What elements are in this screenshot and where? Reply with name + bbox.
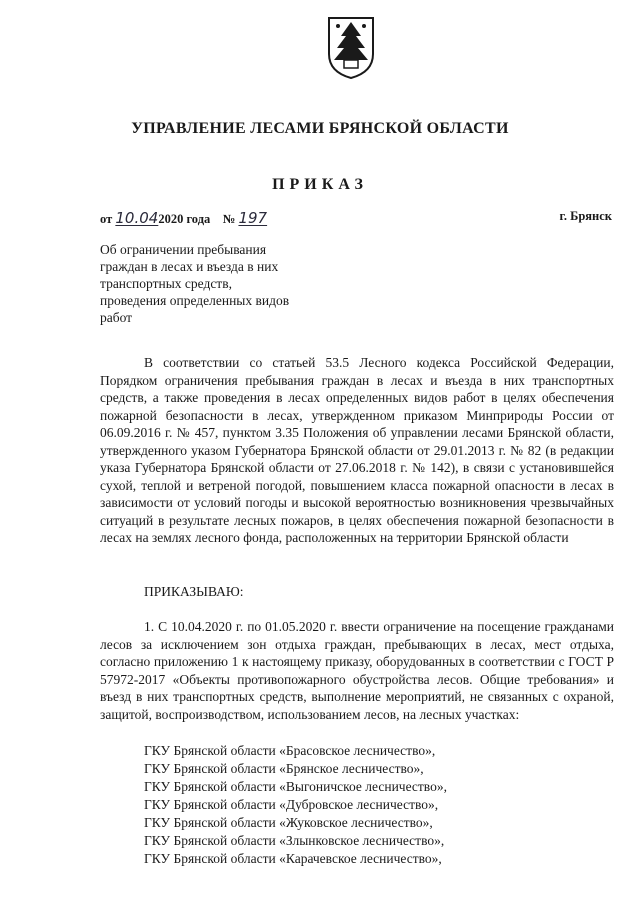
list-item: ГКУ Брянской области «Брасовское лесничество», xyxy=(144,743,436,758)
forestry-list xyxy=(144,742,447,868)
list-item: ГКУ Брянской области «Злынковское лесничество», xyxy=(144,833,445,848)
date-prefix: от xyxy=(100,212,113,226)
list-item: ГКУ Брянской области «Дубровское лесничество», xyxy=(144,797,439,812)
handwritten-date: 10.04 xyxy=(115,209,159,227)
organization-title: УПРАВЛЕНИЕ ЛЕСАМИ БРЯНСКОЙ ОБЛАСТИ xyxy=(131,120,509,137)
document-type-title: ПРИКАЗ xyxy=(272,176,368,193)
number-prefix: № xyxy=(222,212,236,226)
list-item: ГКУ Брянской области «Карачевское лесничество», xyxy=(144,851,442,866)
handwritten-number: 197 xyxy=(238,209,268,227)
preamble-paragraph: В соответствии со статьей 53.5 Лесного кодекса Российской Федерации, Порядком ограничения пребывания граждан в лесах и въезда в них транспортных средств, а также проведения в лесах определенных видов работ в целях обеспечения пожарной безопасности в лесах, утвержденном приказом Минприроды России от 06.09.2016 г. № 457, пунктом 3.35 Положения об управлении лесами Брянской области, утвержденного указом Губернатора Брянской области от 29.01.2013 г. № 82 (в редакции указа Губернатора Брянской области от 27.06.2018 г. № 142), в связи с установившейся сухой, теплой и ветреной погодой, повышением класса пожарной опасности в лесах в зависимости от условий погоды и высокой вероятностью возникновения чрезвычайных ситуаций в результате лесных пожаров, в целях обеспечения пожарной безопасности в лесах на землях лесного фонда, расположенных на территории Брянской области xyxy=(100,355,614,545)
list-item: ГКУ Брянской области «Выгоничское лесничество», xyxy=(144,779,447,794)
preamble-section xyxy=(100,354,614,547)
order-word: ПРИКАЗЫВАЮ: xyxy=(144,584,244,599)
list-item: ГКУ Брянской области «Жуковское лесничество», xyxy=(144,815,433,830)
list-item: ГКУ Брянской области «Брянское лесничество», xyxy=(144,761,424,776)
coat-of-arms-emblem xyxy=(325,14,377,80)
city-label: г. Брянск xyxy=(559,209,612,223)
order-date-number xyxy=(100,209,267,227)
date-suffix: 2020 года xyxy=(158,212,211,226)
order-subject: Об ограничении пребывания граждан в лесах и въезда в них транспортных средств, проведения определенных видов работ xyxy=(100,242,290,325)
order-item-1: 1. С 10.04.2020 г. по 01.05.2020 г. ввести ограничение на посещение гражданами лесов за исключением зон отдыха граждан, пребывающих в лесах, мест отдыха, согласно приложению 1 к настоящему приказу, оборудованных в соответствии с ГОСТ Р 57972-2017 «Объекты противопожарного обустройства лесов. Общие требования» и въезд в них транспортных средств, выполнение мероприятий, не связанных с охраной, защитой, воспроизводством, использованием лесов, на лесных участках: xyxy=(100,619,614,722)
